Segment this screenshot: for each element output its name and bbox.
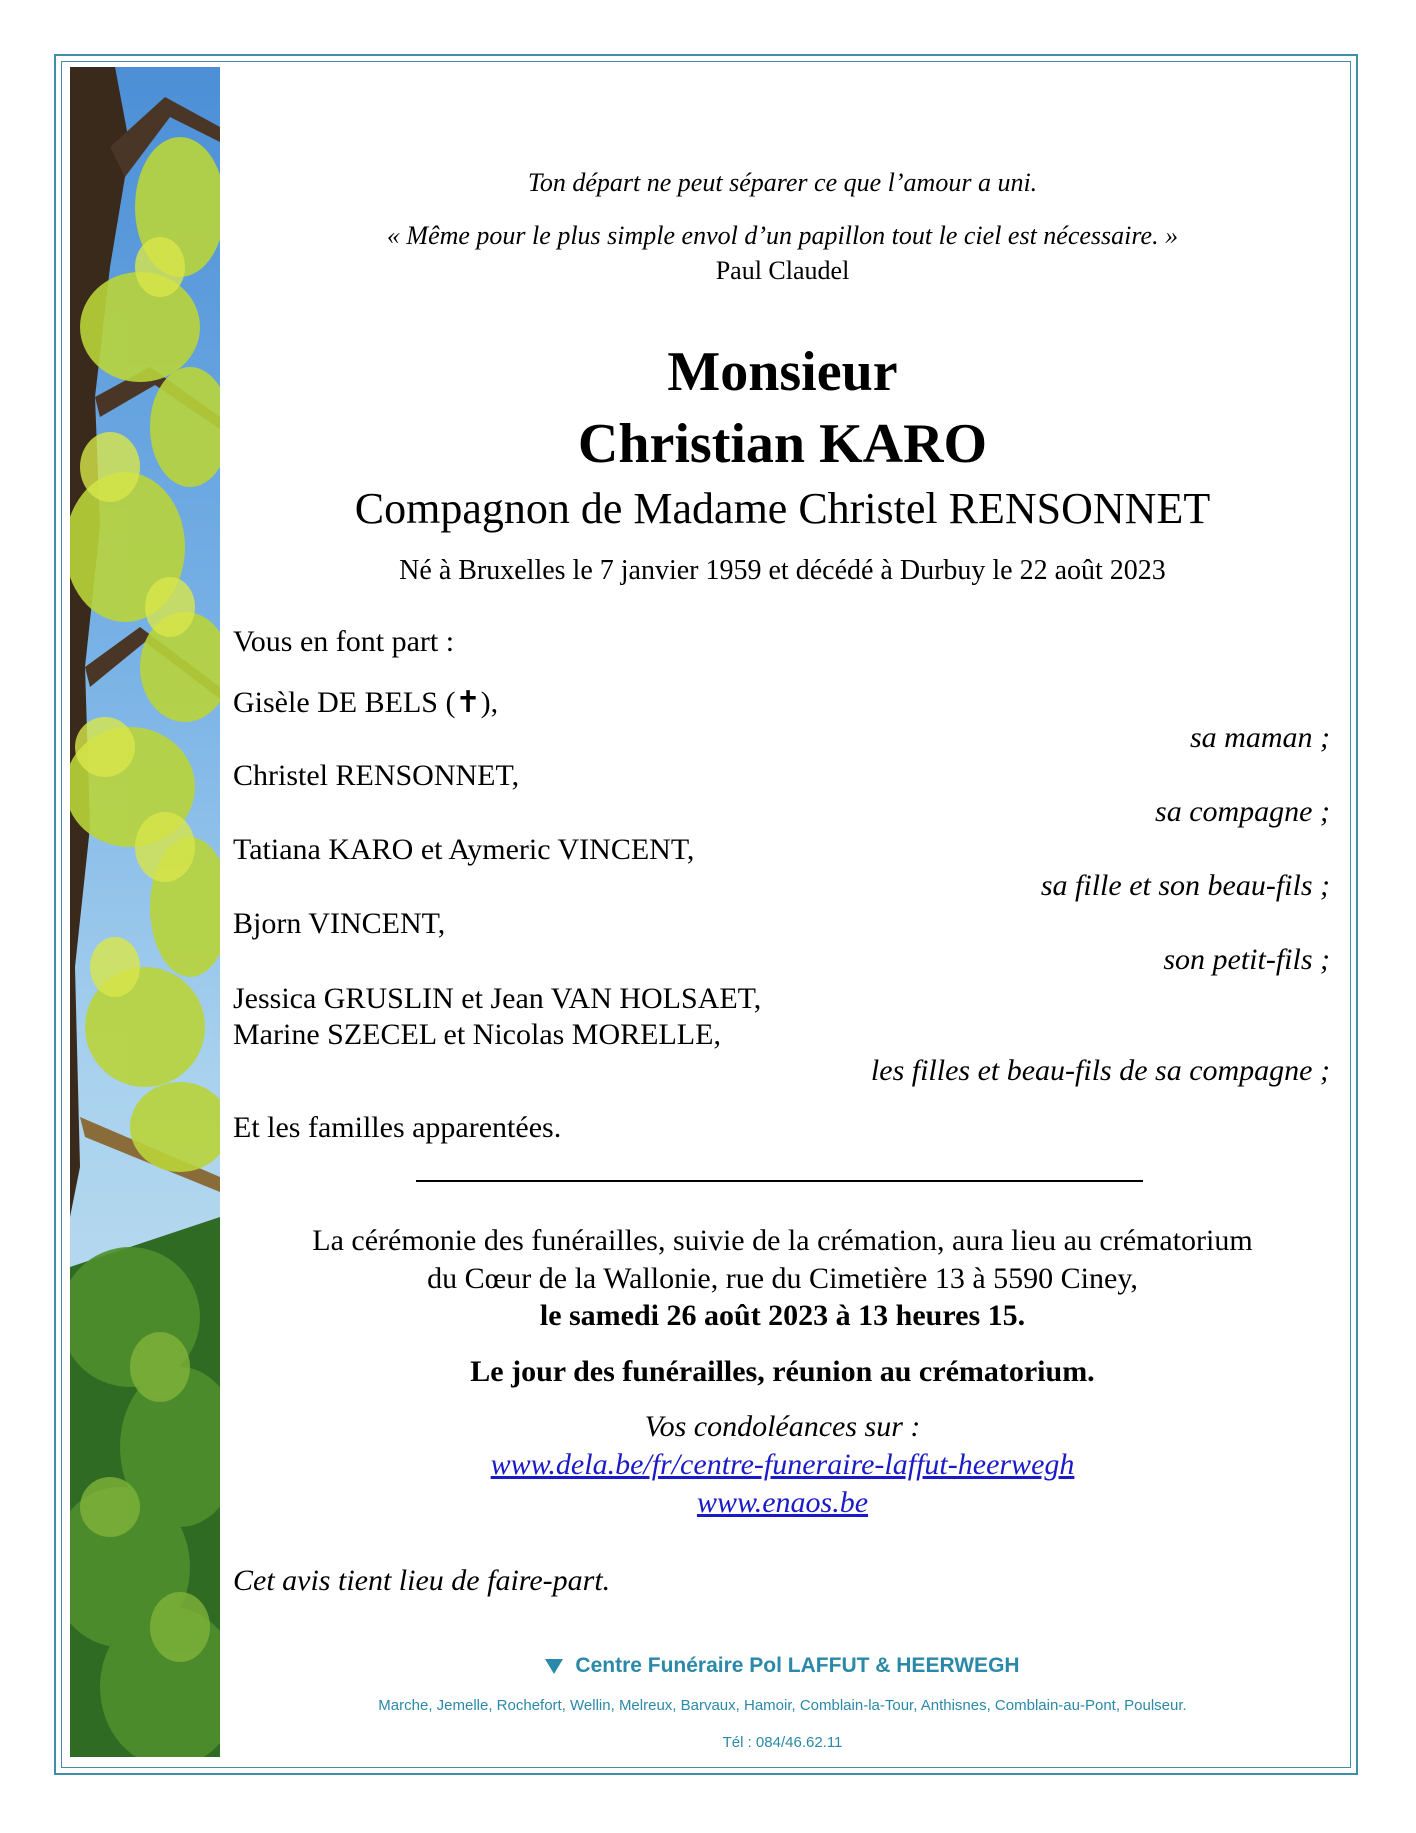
funeral-home-label: Centre Funéraire Pol LAFFUT & HEERWEGH xyxy=(575,1654,1020,1677)
quote-author: Paul Claudel xyxy=(715,256,850,285)
family-relation: les filles et beau-fils de sa compagne ; xyxy=(870,1054,1330,1087)
family-member-name: Christel RENSONNET, xyxy=(233,759,520,792)
birth-death-dates: Né à Bruxelles le 7 janvier 1959 et décédé à Durbuy le 22 août 2023 xyxy=(399,555,1166,586)
ceremony-line-1: La cérémonie des funérailles, suivie de la crémation, aura lieu au crématorium xyxy=(312,1224,1253,1257)
family-relation: son petit-fils ; xyxy=(1163,943,1330,976)
condolences-link-enaos[interactable]: www.enaos.be xyxy=(696,1486,869,1519)
honorific: Monsieur xyxy=(667,341,898,403)
faire-part-notice: Cet avis tient lieu de faire-part. xyxy=(233,1564,611,1597)
condolences-label: Vos condoléances sur : xyxy=(644,1410,921,1443)
family-relation: sa maman ; xyxy=(1190,721,1330,754)
quote: « Même pour le plus simple envol d’un papillon tout le ciel est nécessaire. » xyxy=(386,221,1179,250)
reunion-notice: Le jour des funérailles, réunion au crématorium. xyxy=(470,1355,1095,1388)
family-member-name: Jessica GRUSLIN et Jean VAN HOLSAET, xyxy=(233,982,762,1015)
epigraph: Ton départ ne peut séparer ce que l’amour a uni. xyxy=(527,168,1038,197)
funeral-home-phone: Tél : 084/46.62.11 xyxy=(722,1734,843,1751)
family-relation: sa compagne ; xyxy=(1155,795,1330,828)
family-member-name: Bjorn VINCENT, xyxy=(233,907,446,940)
funeral-home-locations: Marche, Jemelle, Rochefort, Wellin, Melreux, Barvaux, Hamoir, Comblain-la-Tour, Anthisnes, Comblain-au-Pont, Poulseur. xyxy=(378,1697,1187,1714)
condolences-link-dela[interactable]: www.dela.be/fr/centre-funeraire-laffut-heerwegh xyxy=(490,1448,1075,1481)
ceremony-line-2: du Cœur de la Wallonie, rue du Cimetière 13 à 5590 Ciney, xyxy=(427,1262,1138,1295)
divider-line xyxy=(416,1180,1143,1182)
ceremony-datetime: le samedi 26 août 2023 à 13 heures 15. xyxy=(539,1299,1026,1332)
family-closing: Et les familles apparentées. xyxy=(233,1111,562,1144)
family-member-name: Tatiana KARO et Aymeric VINCENT, xyxy=(233,833,695,866)
family-member-name: Gisèle DE BELS (✝), xyxy=(233,686,499,719)
companion-line: Compagnon de Madame Christel RENSONNET xyxy=(354,484,1211,533)
funeral-home-name xyxy=(230,1654,1335,1678)
triangle-down-icon xyxy=(545,1659,563,1674)
family-member-name: Marine SZECEL et Nicolas MORELLE, xyxy=(233,1018,721,1051)
tree-canopy-image xyxy=(70,67,220,1757)
deceased-name: Christian KARO xyxy=(577,413,988,475)
family-relation: sa fille et son beau-fils ; xyxy=(1040,869,1330,902)
family-intro: Vous en font part : xyxy=(233,625,455,658)
